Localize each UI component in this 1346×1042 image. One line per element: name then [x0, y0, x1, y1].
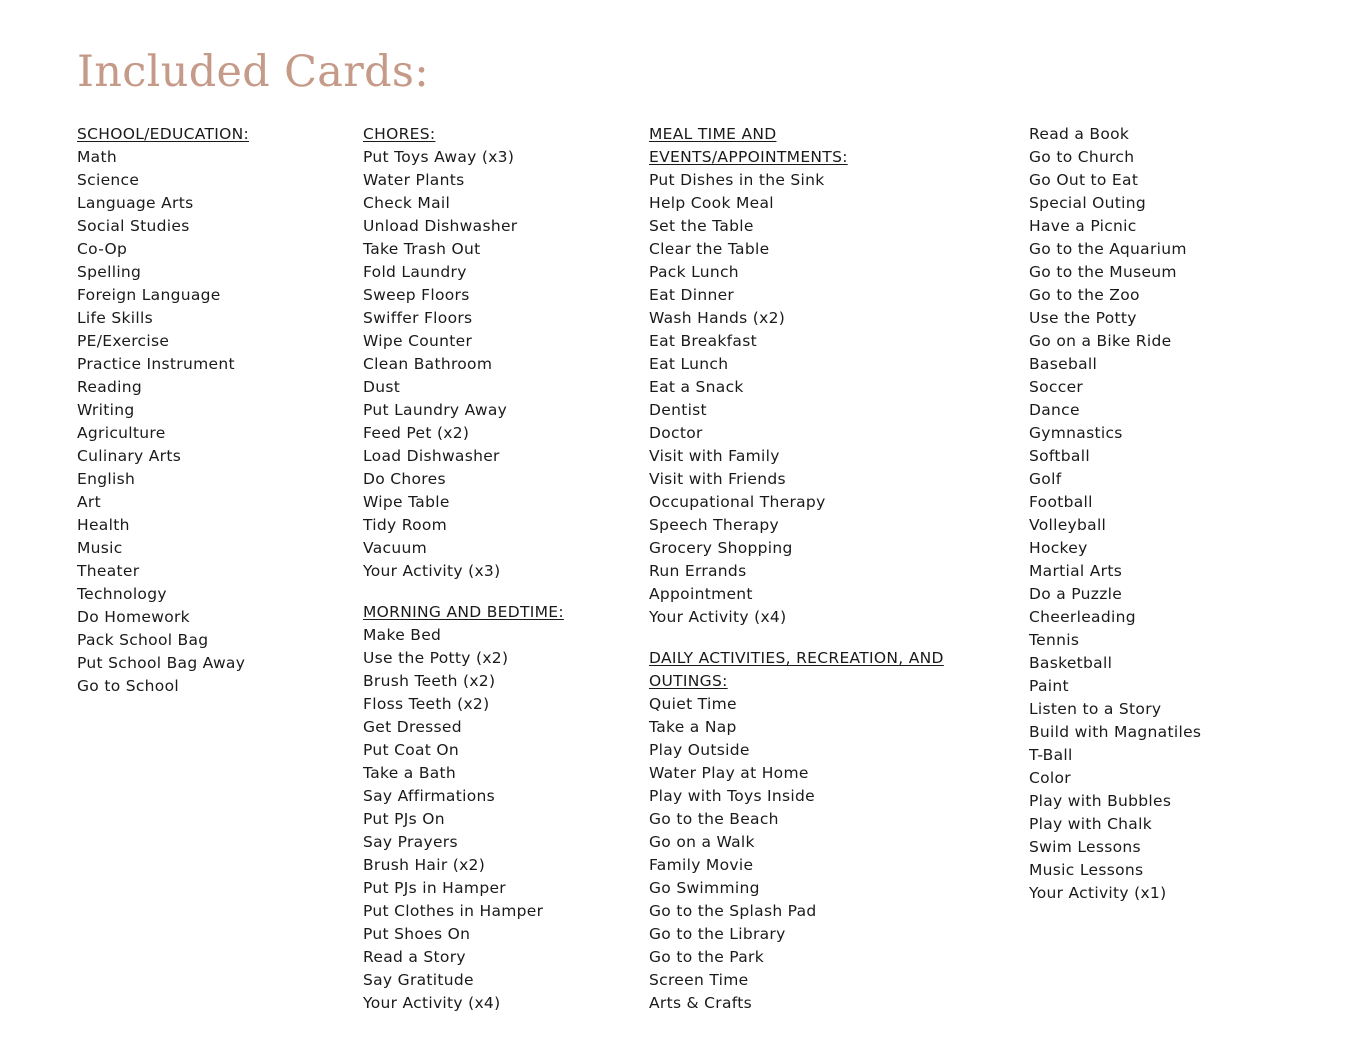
column-4: [1029, 123, 1329, 905]
card-item: Paint: [1029, 677, 1069, 695]
card-item: Baseball: [1029, 355, 1098, 373]
card-item: Softball: [1029, 447, 1090, 465]
card-item: Visit with Friends: [649, 470, 786, 488]
card-item: Doctor: [649, 424, 703, 442]
card-item: Put Laundry Away: [363, 401, 508, 419]
card-item: Health: [77, 516, 130, 534]
card-item: Go to Church: [1029, 148, 1135, 166]
card-item: Martial Arts: [1029, 562, 1123, 580]
card-item: Speech Therapy: [649, 516, 779, 534]
card-item: Screen Time: [649, 971, 749, 989]
card-item: Use the Potty (x2): [363, 649, 509, 667]
card-item: Take a Nap: [649, 718, 737, 736]
card-item: Go Swimming: [649, 879, 760, 897]
card-item: Feed Pet (x2): [363, 424, 470, 442]
card-item: Go to School: [77, 677, 179, 695]
card-item: Put PJs in Hamper: [363, 879, 506, 897]
card-item: Go to the Beach: [649, 810, 779, 828]
card-item: Put Clothes in Hamper: [363, 902, 544, 920]
card-item: Pack Lunch: [649, 263, 739, 281]
card-item: Science: [77, 171, 140, 189]
card-item: Volleyball: [1029, 516, 1107, 534]
card-item: Swim Lessons: [1029, 838, 1141, 856]
section-heading: DAILY ACTIVITIES, RECREATION, AND OUTINGS:: [649, 649, 944, 690]
card-item: Take Trash Out: [363, 240, 481, 258]
card-item: Your Activity (x4): [363, 994, 501, 1012]
card-item: Reading: [77, 378, 143, 396]
card-item: Language Arts: [77, 194, 194, 212]
card-item: PE/Exercise: [77, 332, 170, 350]
card-item: Co-Op: [77, 240, 128, 258]
card-item: Math: [77, 148, 117, 166]
card-item: Theater: [77, 562, 140, 580]
card-item: Special Outing: [1029, 194, 1147, 212]
card-section: [1029, 123, 1329, 905]
card-list: [1029, 123, 1329, 905]
card-item: Unload Dishwasher: [363, 217, 518, 235]
card-item: Cheerleading: [1029, 608, 1136, 626]
card-item: Build with Magnatiles: [1029, 723, 1202, 741]
card-item: Play with Toys Inside: [649, 787, 816, 805]
card-item: Foreign Language: [77, 286, 221, 304]
column-2: [363, 123, 633, 1015]
card-item: Wipe Table: [363, 493, 450, 511]
card-item: Put PJs On: [363, 810, 445, 828]
column-3: [649, 123, 989, 1015]
card-item: Go to the Aquarium: [1029, 240, 1187, 258]
card-item: Color: [1029, 769, 1071, 787]
card-item: Eat Lunch: [649, 355, 729, 373]
card-item: Basketball: [1029, 654, 1113, 672]
card-item: Load Dishwasher: [363, 447, 500, 465]
card-item: Floss Teeth (x2): [363, 695, 490, 713]
card-item: Help Cook Meal: [649, 194, 774, 212]
card-item: Go to the Zoo: [1029, 286, 1140, 304]
card-item: Put Shoes On: [363, 925, 471, 943]
card-item: T-Ball: [1029, 746, 1073, 764]
card-item: Play with Bubbles: [1029, 792, 1172, 810]
card-item: Put Dishes in the Sink: [649, 171, 825, 189]
card-item: Art: [77, 493, 101, 511]
card-item: Clear the Table: [649, 240, 770, 258]
card-item: Tennis: [1029, 631, 1080, 649]
card-item: Get Dressed: [363, 718, 462, 736]
card-item: Go to the Splash Pad: [649, 902, 817, 920]
column-1: [77, 123, 347, 698]
card-item: Water Plants: [363, 171, 465, 189]
card-item: Music: [77, 539, 123, 557]
card-item: Put Coat On: [363, 741, 460, 759]
card-list: [649, 169, 989, 629]
card-item: Pack School Bag: [77, 631, 209, 649]
card-item: Brush Teeth (x2): [363, 672, 496, 690]
card-item: Go to the Museum: [1029, 263, 1177, 281]
card-item: Water Play at Home: [649, 764, 809, 782]
card-item: Go on a Walk: [649, 833, 755, 851]
card-item: Your Activity (x4): [649, 608, 787, 626]
card-item: Do Chores: [363, 470, 446, 488]
card-item: Football: [1029, 493, 1093, 511]
card-item: Writing: [77, 401, 135, 419]
card-item: Technology: [77, 585, 167, 603]
card-item: Put Toys Away (x3): [363, 148, 515, 166]
card-item: Wash Hands (x2): [649, 309, 786, 327]
section-heading: MORNING AND BEDTIME:: [363, 603, 564, 621]
card-item: Do a Puzzle: [1029, 585, 1123, 603]
card-list: [649, 693, 989, 1015]
card-item: Practice Instrument: [77, 355, 235, 373]
card-item: Dentist: [649, 401, 707, 419]
card-section: [649, 123, 989, 629]
card-item: Clean Bathroom: [363, 355, 493, 373]
card-item: Use the Potty: [1029, 309, 1137, 327]
card-item: Brush Hair (x2): [363, 856, 486, 874]
card-item: Read a Book: [1029, 125, 1130, 143]
card-list: [363, 624, 633, 1015]
card-item: Dust: [363, 378, 401, 396]
card-item: Read a Story: [363, 948, 466, 966]
card-item: Have a Picnic: [1029, 217, 1137, 235]
card-item: Quiet Time: [649, 695, 737, 713]
card-item: Your Activity (x1): [1029, 884, 1167, 902]
card-item: Spelling: [77, 263, 142, 281]
card-item: Appointment: [649, 585, 753, 603]
card-item: Golf: [1029, 470, 1062, 488]
card-item: Occupational Therapy: [649, 493, 826, 511]
card-item: Hockey: [1029, 539, 1088, 557]
card-section: [363, 601, 633, 1015]
card-item: Swiffer Floors: [363, 309, 473, 327]
card-item: Do Homework: [77, 608, 190, 626]
card-item: Visit with Family: [649, 447, 780, 465]
card-item: Social Studies: [77, 217, 190, 235]
card-item: Go to the Library: [649, 925, 786, 943]
card-item: Go to the Park: [649, 948, 764, 966]
card-item: Life Skills: [77, 309, 153, 327]
card-item: Music Lessons: [1029, 861, 1144, 879]
card-item: Agriculture: [77, 424, 166, 442]
card-item: Dance: [1029, 401, 1080, 419]
card-item: Go on a Bike Ride: [1029, 332, 1172, 350]
card-item: Listen to a Story: [1029, 700, 1162, 718]
card-section: [363, 123, 633, 583]
card-list: [363, 146, 633, 583]
card-item: Soccer: [1029, 378, 1084, 396]
card-item: Fold Laundry: [363, 263, 467, 281]
card-section: [649, 647, 989, 1015]
card-item: Wipe Counter: [363, 332, 473, 350]
section-heading: SCHOOL/EDUCATION:: [77, 125, 250, 143]
card-list: [77, 146, 347, 698]
card-item: Take a Bath: [363, 764, 457, 782]
card-item: Eat Dinner: [649, 286, 735, 304]
card-item: Your Activity (x3): [363, 562, 501, 580]
card-item: English: [77, 470, 136, 488]
card-item: Run Errands: [649, 562, 747, 580]
card-item: Vacuum: [363, 539, 427, 557]
card-section: [77, 123, 347, 698]
card-item: Tidy Room: [363, 516, 448, 534]
card-item: Culinary Arts: [77, 447, 182, 465]
card-item: Arts & Crafts: [649, 994, 752, 1012]
card-item: Grocery Shopping: [649, 539, 793, 557]
section-heading: MEAL TIME AND EVENTS/APPOINTMENTS:: [649, 125, 848, 166]
card-item: Say Gratitude: [363, 971, 474, 989]
card-item: Say Affirmations: [363, 787, 495, 805]
card-item: Say Prayers: [363, 833, 458, 851]
page-title: Included Cards:: [77, 47, 430, 97]
card-item: Gymnastics: [1029, 424, 1123, 442]
card-item: Eat Breakfast: [649, 332, 757, 350]
card-item: Eat a Snack: [649, 378, 744, 396]
card-item: Play Outside: [649, 741, 750, 759]
card-item: Play with Chalk: [1029, 815, 1152, 833]
card-item: Check Mail: [363, 194, 451, 212]
section-heading: CHORES:: [363, 125, 436, 143]
card-item: Go Out to Eat: [1029, 171, 1139, 189]
card-item: Set the Table: [649, 217, 754, 235]
card-item: Make Bed: [363, 626, 442, 644]
card-item: Sweep Floors: [363, 286, 470, 304]
card-item: Put School Bag Away: [77, 654, 246, 672]
card-item: Family Movie: [649, 856, 754, 874]
